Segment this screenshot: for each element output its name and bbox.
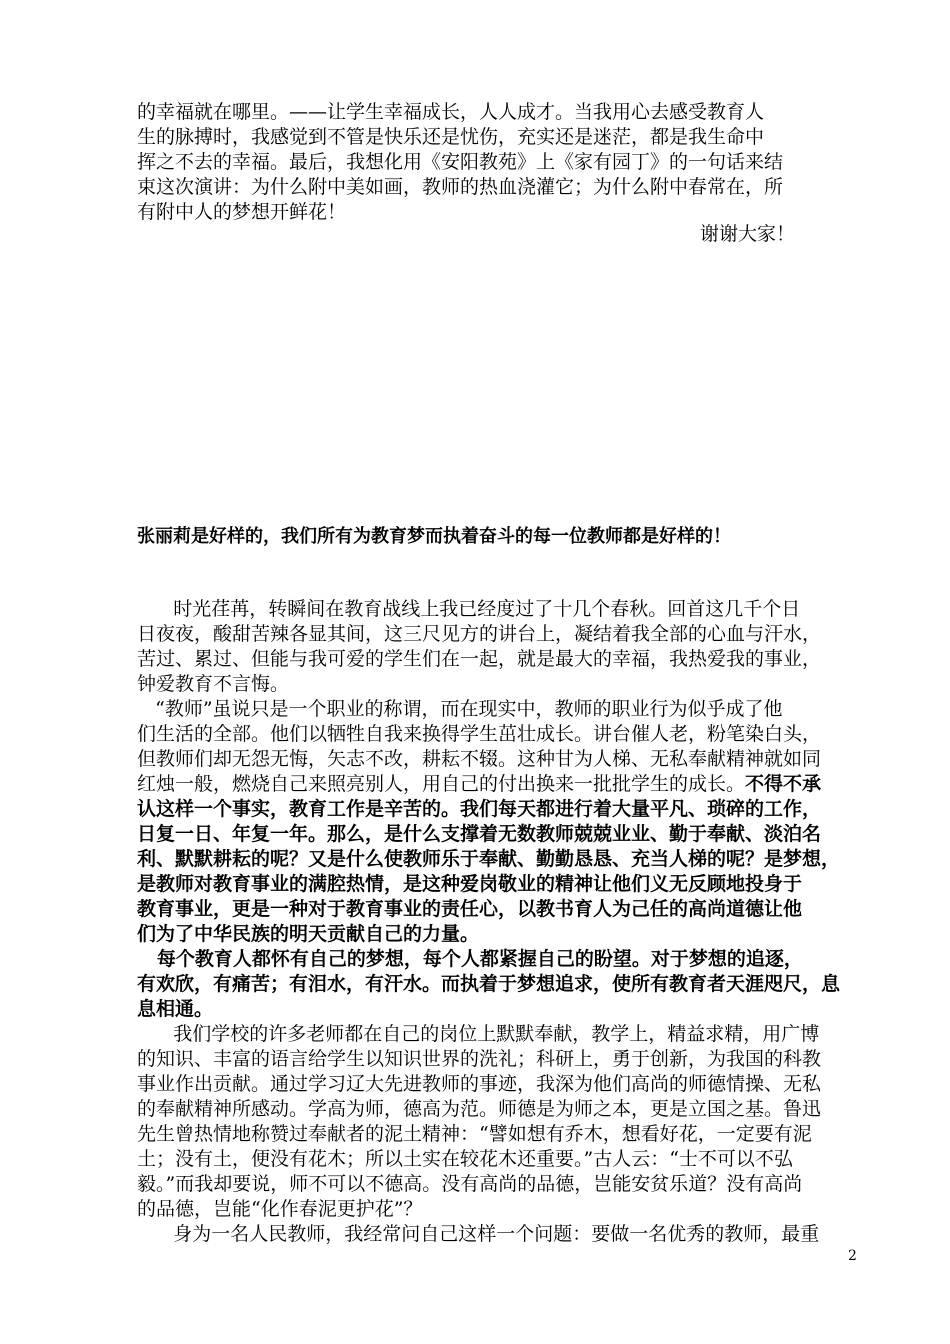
text-line: 挥之不去的幸福。最后，我想化用《安阳教苑》上《家有园丁》的一句话来结 — [137, 151, 784, 173]
text-line: 身为一名人民教师，我经常问自己这样一个问题：要做一名优秀的教师，最重 — [137, 1223, 820, 1245]
text-line: 有欢欣，有痛苦；有泪水，有汗水。而执着于梦想追求，使所有教育者天涯咫尺，息 — [137, 973, 841, 995]
text-line: 苦过、累过、但能与我可爱的学生们在一起，就是最大的幸福，我热爱我的事业， — [137, 648, 822, 670]
closing-paragraph — [137, 100, 827, 225]
text-line: 事业作出贡献。通过学习辽大先进教师的事迹，我深为他们高尚的师德情操、无私 — [137, 1073, 822, 1095]
text-line: 毅。”而我却要说，师不可以不德高。没有高尚的品德，岂能安贫乐道？没有高尚 — [137, 1173, 803, 1195]
text-line: “教师”虽说只是一个职业的称谓，而在现实中，教师的职业行为似乎成了他 — [137, 698, 783, 720]
text-line: 生的脉搏时，我感觉到不管是快乐还是忧伤，充实还是迷茫，都是我生命中 — [137, 126, 765, 148]
text-line: 的奉献精神所感动。学高为师，德高为范。师德是为师之本，更是立国之基。鲁迅 — [137, 1098, 822, 1120]
text-line: 的幸福就在哪里。——让学生幸福成长，人人成才。当我用心去感受教育人 — [137, 101, 765, 123]
text-line: 先生曾热情地称赞过奉献者的泥土精神：“譬如想有乔木，想看好花，一定要有泥 — [137, 1123, 812, 1145]
text-line: 束这次演讲：为什么附中美如画，教师的热血浇灌它；为什么附中春常在，所 — [137, 176, 784, 198]
text-line: 教育事业，更是一种对于教育事业的责任心，以教书育人为己任的高尚道德让他 — [137, 898, 803, 920]
thanks-text: 谢谢大家！ — [700, 223, 796, 245]
text-line: 红烛一般，燃烧自己来照亮别人，用自己的付出换来一批批学生的成长。不得不承 — [137, 773, 822, 795]
body-text — [137, 597, 841, 1247]
text-line: 钟爱教育不言悔。 — [137, 673, 290, 695]
text-line: 土；没有土，便没有花木；所以土实在较花木还重要。”古人云：“士不可以不弘 — [137, 1148, 793, 1170]
page-number: 2 — [848, 1248, 857, 1264]
text-line: 但教师们却无怨无悔，矢志不改，耕耘不辍。这种甘为人梯、无私奉献精神就如同 — [137, 748, 822, 770]
text-line: 利、默默耕耘的呢？又是什么使教师乐于奉献、勤勤恳恳、充当人梯的呢？是梦想， — [137, 848, 841, 870]
text-line: 时光荏苒，转瞬间在教育战线上我已经度过了十几个春秋。回首这几千个日 — [137, 598, 801, 620]
text-line: 们为了中华民族的明天贡献自己的力量。 — [137, 923, 480, 945]
text-line: 日夜夜，酸甜苦辣各显其间，这三尺见方的讲台上，凝结着我全部的心血与汗水， — [137, 623, 822, 645]
text-line: 认这样一个事实，教育工作是辛苦的。我们每天都进行着大量平凡、琐碎的工作， — [137, 798, 822, 820]
text-line: 每个教育人都怀有自己的梦想，每个人都紧握自己的盼望。对于梦想的追逐， — [137, 948, 803, 970]
text-line: 们生活的全部。他们以牺牲自我来换得学生茁壮成长。讲台催人老，粉笔染白头， — [137, 723, 822, 745]
section-headline: 张丽莉是好样的，我们所有为教育梦而执着奋斗的每一位教师都是好样的！ — [137, 526, 731, 547]
text-line: 有附中人的梦想开鲜花！ — [137, 201, 347, 223]
text-line: 我们学校的许多老师都在自己的岗位上默默奉献，教学上，精益求精，用广博 — [137, 1023, 820, 1045]
text-line: 的知识、丰富的语言给学生以知识世界的洗礼；科研上，勇于创新，为我国的科教 — [137, 1048, 822, 1070]
text-line: 是教师对教育事业的满腔热情，是这种爱岗敬业的精神让他们义无反顾地投身于 — [137, 873, 803, 895]
text-line: 息相通。 — [137, 998, 214, 1020]
text-line: 日复一日、年复一年。那么，是什么支撑着无数教师兢兢业业、勤于奉献、淡泊名 — [137, 823, 822, 845]
text-line: 的品德，岂能“化作春泥更护花”？ — [137, 1198, 423, 1220]
